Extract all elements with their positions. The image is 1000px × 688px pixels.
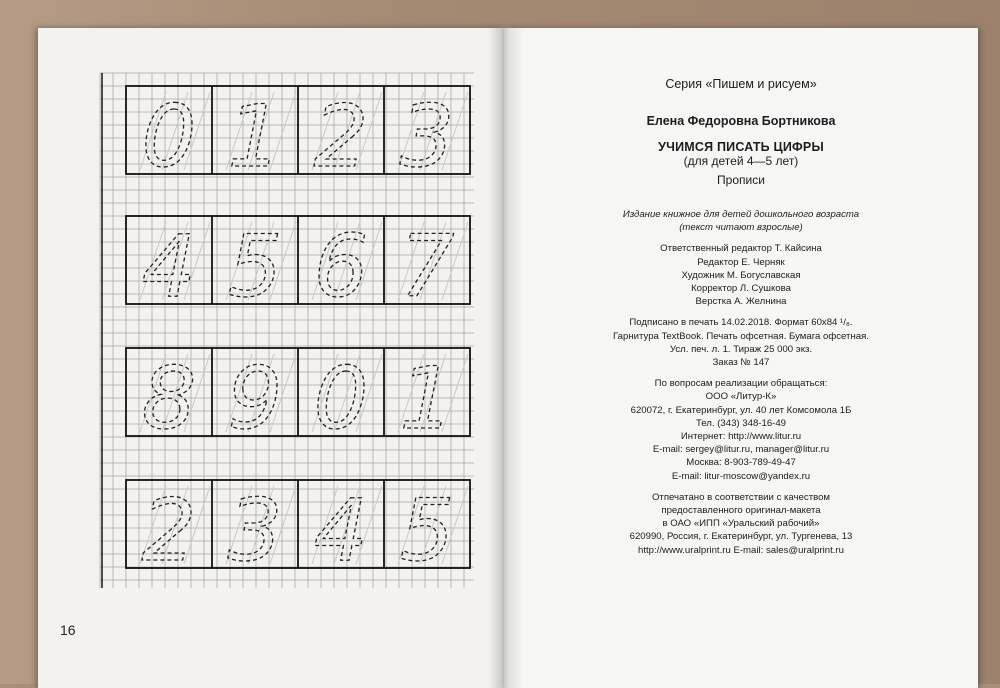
dashed-digit: 3 (227, 481, 283, 581)
author-name: Елена Федоровна Бортникова (646, 114, 836, 129)
dashed-digit: 8 (141, 349, 197, 449)
page-number: 16 (60, 622, 76, 638)
printer-line: предоставленного оригинал-макета (661, 505, 821, 517)
dashed-digit: 6 (313, 217, 369, 317)
dashed-digit: 9 (227, 349, 283, 449)
left-page-workbook (38, 28, 504, 688)
credit-line: Художник М. Богуславская (681, 269, 801, 281)
printer-line: в ОАО «ИПП «Уральский рабочий» (662, 518, 820, 530)
dashed-digit: 4 (313, 481, 369, 581)
handwriting-grid (38, 28, 504, 688)
sales-line: Москва: 8-903-789-49-47 (686, 457, 796, 469)
credit-line: Верстка А. Желнина (695, 296, 787, 308)
dashed-digit: 0 (141, 87, 197, 187)
sales-line: По вопросам реализации обращаться: (654, 378, 828, 390)
dashed-digit: 2 (313, 87, 369, 187)
credits (504, 242, 978, 308)
series-name: Серия «Пишем и рисуем» (665, 77, 817, 91)
credit-line: Ответственный редактор Т. Кайсина (660, 243, 822, 255)
printer-info (504, 491, 978, 557)
sales-line: Тел. (343) 348-16-49 (695, 417, 787, 429)
book-title: УЧИМСЯ ПИСАТЬ ЦИФРЫ (658, 140, 824, 155)
print-line: Усл. печ. л. 1. Тираж 25 000 экз. (669, 343, 813, 355)
printer-line: 620990, Россия, г. Екатеринбург, ул. Тургенева, 13 (629, 531, 853, 543)
print-info (504, 316, 978, 369)
dashed-digit: 3 (399, 87, 455, 187)
credit-line: Корректор Л. Сушкова (691, 283, 791, 295)
dashed-digit: 0 (313, 349, 369, 449)
edition-line: Издание книжное для детей дошкольного возраста (622, 209, 860, 221)
book-gutter (488, 28, 524, 688)
print-line: Подписано в печать 14.02.2018. Формат 60х84 ¹/₈. (629, 317, 853, 329)
dashed-digit: 7 (399, 217, 455, 317)
edition-line: (текст читают взрослые) (679, 222, 803, 234)
sales-line: E-mail: litur-moscow@yandex.ru (671, 470, 811, 482)
dashed-digit: 2 (141, 481, 197, 581)
sales-line: ООО «Литур-К» (705, 391, 777, 403)
dashed-digit: 5 (399, 481, 455, 581)
credit-line: Редактор Е. Черняк (697, 256, 785, 268)
dashed-digit: 1 (399, 349, 455, 449)
right-page-imprint (504, 28, 978, 688)
printer-line: http://www.uralprint.ru E-mail: sales@uralprint.ru (638, 544, 844, 556)
sales-info (504, 377, 978, 483)
dashed-digit: 4 (141, 217, 197, 317)
sales-line: Интернет: http://www.litur.ru (680, 431, 802, 443)
dashed-digit: 1 (227, 87, 283, 187)
print-line: Заказ № 147 (712, 357, 770, 369)
dashed-digit: 5 (227, 217, 283, 317)
print-line: Гарнитура TextBook. Печать офсетная. Бумага офсетная. (613, 330, 869, 342)
edition-note (504, 208, 978, 234)
sales-line: E-mail: sergey@litur.ru, manager@litur.ru (652, 444, 830, 456)
book-type: Прописи (717, 172, 765, 187)
age-range: (для детей 4—5 лет) (683, 153, 799, 168)
open-book (8, 14, 992, 684)
sales-line: 620072, г. Екатеринбург, ул. 40 лет Комсомола 1Б (630, 404, 852, 416)
printer-line: Отпечатано в соответствии с качеством (651, 491, 831, 503)
